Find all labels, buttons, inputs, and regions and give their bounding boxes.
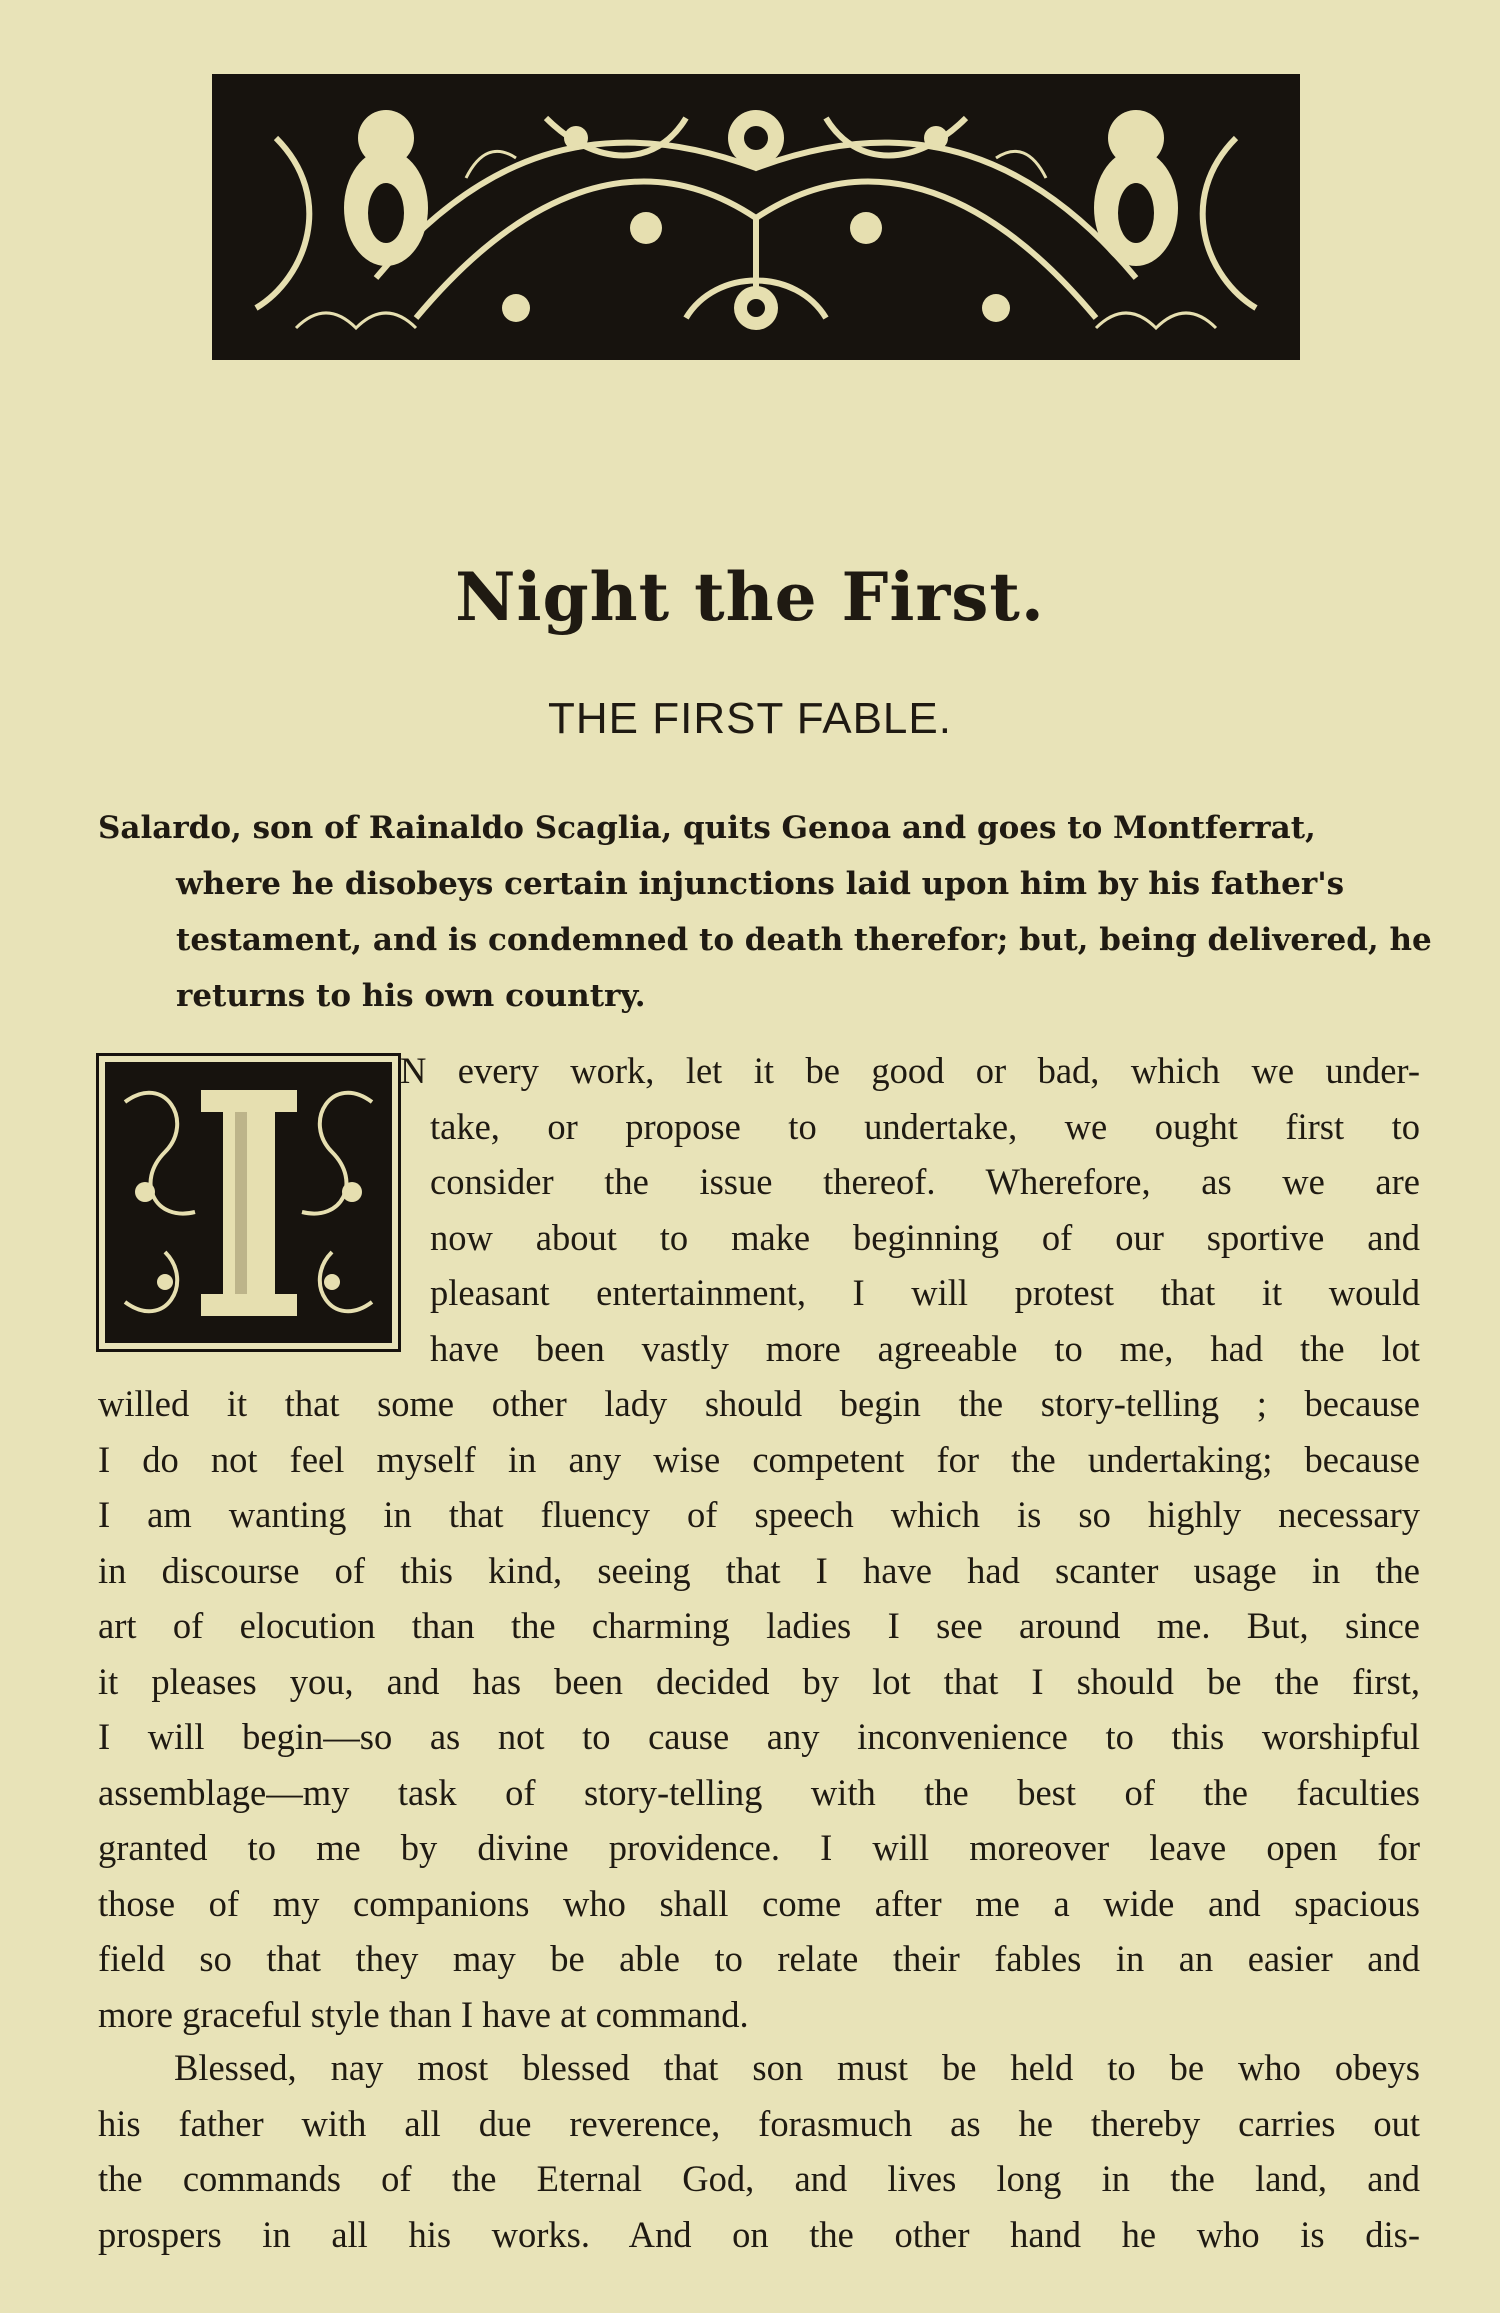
text-line: I am wanting in that fluency of speech which is so highly necessary [98,1494,1420,1535]
text-line: assemblage—my task of story-telling with the best of the faculties [98,1771,1420,1813]
argument-line: where he disobeys certain injunctions laid upon him by his father's [176,866,1345,902]
text-line: willed it that some other lady should begin the story-telling ; because [98,1383,1420,1424]
text-line: more graceful style than I have at command. [98,1993,749,2035]
argument-line: returns to his own country. [176,978,646,1014]
paragraph-2 [98,2040,1420,2262]
fable-title: THE FIRST FABLE. [548,694,952,743]
text-line: art of elocution than the charming ladies I see around me. But, since [98,1605,1420,1646]
text-line: I will begin—so as not to cause any inconvenience to this worshipful [98,1716,1420,1757]
floral-ornament-icon [216,78,1296,356]
argument-line: testament, and is condemned to death therefor; but, being delivered, he [176,922,1432,958]
text-line: now about to make beginning of our sportive and [430,1216,1420,1258]
text-line: prospers in all his works. And on the other hand he who is dis- [98,2213,1420,2255]
text-line: granted to me by divine providence. I will moreover leave open for [98,1827,1420,1868]
text-line: pleasant entertainment, I will protest that it would [430,1272,1420,1313]
text-line: I do not feel myself in any wise competent for the undertaking; because [98,1438,1420,1480]
text-line: his father with all due reverence, forasmuch as he thereby carries out [98,2102,1420,2144]
text-line: consider the issue thereof. Wherefore, as we are [430,1161,1420,1202]
fable-argument [98,800,1432,1024]
text-line: Blessed, nay most blessed that son must be held to be who obeys [174,2047,1420,2088]
text-line: in discourse of this kind, seeing that I have had scanter usage in the [98,1549,1420,1591]
text-line: N every work, let it be good or bad, which we under- [400,1050,1420,1091]
text-line: those of my companions who shall come after me a wide and spacious [98,1882,1420,1924]
text-line: it pleases you, and has been decided by lot that I should be the first, [98,1660,1420,1702]
text-line: field so that they may be able to relate their fables in an easier and [98,1938,1420,1979]
argument-line: Salardo, son of Rainaldo Scaglia, quits Genoa and goes to Montferrat, [98,810,1316,846]
paragraph-1 [98,1043,1420,2042]
text-line: the commands of the Eternal God, and lives long in the land, and [98,2158,1420,2199]
night-title: Night the First. [455,558,1045,636]
headpiece-ornament-icon [212,74,1300,360]
text-line: have been vastly more agreeable to me, had the lot [430,1327,1420,1369]
text-line: take, or propose to undertake, we ought first to [430,1105,1420,1147]
